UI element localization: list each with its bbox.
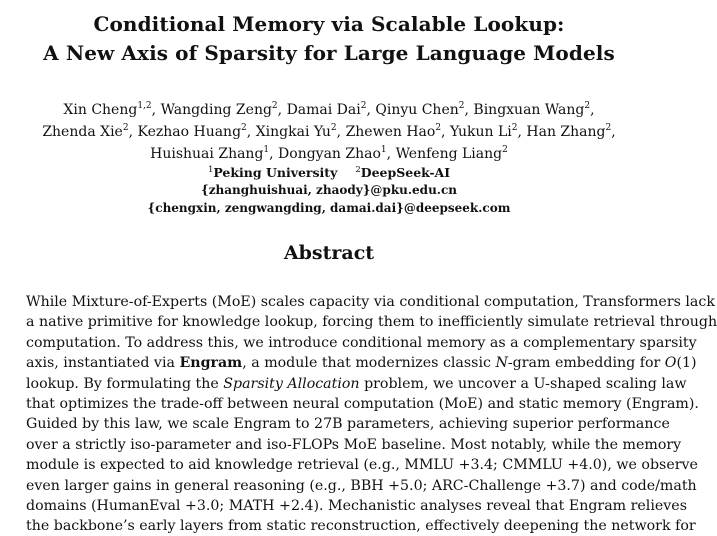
abstract-text: -gram embedding for <box>507 355 665 372</box>
author-list-row-1: Xin Cheng$^{1,2}$, Wangding Zeng$^2$, Damai Dai$^2$, Qinyu Chen$^2$, Bingxuan Wang$^2$, <box>63 101 595 118</box>
abstract-text: (1) <box>676 355 697 372</box>
abstract-text: module is expected to aid knowledge retrieval (e.g., MMLU +3.4; CMMLU +4.0), we observe <box>26 457 698 474</box>
abstract-line <box>26 496 687 516</box>
abstract-heading: Abstract <box>283 242 375 264</box>
author-affiliation-marker: 2 <box>271 101 278 111</box>
author-name: Qinyu Chen <box>375 102 459 118</box>
abstract-line <box>26 374 687 394</box>
abstract-italic-term: O <box>664 355 677 372</box>
author-affiliation-marker: 2 <box>511 123 518 133</box>
author-name: Huishuai Zhang <box>150 146 264 162</box>
author-affiliation-marker: 2 <box>458 101 465 111</box>
affiliation-marker: 2 <box>355 165 361 175</box>
email-deepseek: {chengxin, zengwangding, damai.dai}@deepseek.com <box>147 201 511 215</box>
author-affiliation-marker: 1 <box>380 145 387 155</box>
author-name: Xin Cheng <box>63 102 138 118</box>
abstract-bold-term: Engram <box>179 355 243 372</box>
author-affiliation-marker: 2 <box>330 123 337 133</box>
abstract-text: domains (HumanEval +3.0; MATH +2.4). Mechanistic analyses reveal that Engram relieves <box>26 498 687 514</box>
author-name: Kezhao Huang <box>137 124 242 140</box>
author-affiliation-marker: 2 <box>502 145 508 155</box>
author-affiliation-marker: 2 <box>360 101 367 111</box>
abstract-line <box>26 353 697 373</box>
abstract-text: Guided by this law, we scale Engram to 27B parameters, achieving superior performance <box>26 416 670 433</box>
author-name: Zhewen Hao <box>345 124 436 140</box>
author-list-row-3: Huishuai Zhang$^1$, Dongyan Zhao$^1$, Wenfeng Liang$^2$ <box>150 145 508 162</box>
author-name: Yukun Li <box>449 124 512 140</box>
author-list-row-2: Zhenda Xie$^2$, Kezhao Huang$^2$, Xingkai Yu$^2$, Zhewen Hao$^2$, Yukun Li$^2$, Han Zhang$^2$, <box>42 123 616 140</box>
author-name: Bingxuan Wang <box>473 102 585 118</box>
abstract-line <box>26 333 697 353</box>
author-name: Wangding Zeng <box>160 102 272 118</box>
author-affiliation-marker: 2 <box>605 123 612 133</box>
author-name: Wenfeng Liang <box>395 146 503 162</box>
author-affiliation-marker: 2 <box>122 123 129 133</box>
author-affiliation-marker: 2 <box>584 101 591 111</box>
affiliation-marker: 1 <box>207 165 214 175</box>
author-name: Dongyan Zhao <box>278 146 381 162</box>
email-pku: {zhanghuishuai, zhaody}@pku.edu.cn <box>200 183 457 197</box>
author-name: Zhenda Xie <box>42 124 123 140</box>
abstract-text: , a module that modernizes classic <box>242 355 496 372</box>
abstract-text: computation. To address this, we introduce conditional memory as a complementary sparsity <box>26 334 697 351</box>
abstract-text: While Mixture-of-Experts (MoE) scales capacity via conditional computation, Transformers lack <box>26 294 715 310</box>
abstract-line <box>26 435 682 455</box>
abstract-line <box>26 312 717 332</box>
abstract-text: the backbone’s early layers from static reconstruction, effectively deepening the network for <box>26 518 696 535</box>
abstract-line <box>26 394 699 414</box>
abstract-text: problem, we uncover a U-shaped scaling law <box>359 375 687 392</box>
abstract-text: over a strictly iso-parameter and iso-FLOPs MoE baseline. Most notably, while the memory <box>26 436 682 453</box>
author-affiliation-marker: 1,2 <box>137 101 152 111</box>
affiliation-name: Peking University <box>213 165 338 180</box>
author-affiliation-marker: 2 <box>435 123 442 133</box>
abstract-line <box>26 476 697 496</box>
abstract-line <box>26 455 698 475</box>
author-name: Han Zhang <box>526 124 606 140</box>
abstract-text: lookup. By formulating the <box>26 375 224 392</box>
author-name: Damai Dai <box>286 102 361 118</box>
author-name: Xingkai Yu <box>255 124 331 140</box>
paper-title-line-1: Conditional Memory via Scalable Lookup: <box>93 12 565 36</box>
affiliation-name: DeepSeek-AI <box>360 165 451 180</box>
abstract-line <box>26 516 696 536</box>
author-affiliation-marker: 1 <box>263 145 270 155</box>
abstract-text: axis, instantiated via <box>26 355 180 372</box>
abstract-text: that optimizes the trade-off between neural computation (MoE) and static memory (Engram). <box>26 396 699 412</box>
paper-title-line-2: A New Axis of Sparsity for Large Language Models <box>43 41 615 65</box>
abstract-italic-term: N <box>495 355 508 372</box>
author-affiliation-marker: 2 <box>241 123 247 133</box>
abstract-italic-term: Sparsity Allocation <box>223 375 360 392</box>
abstract-text: even larger gains in general reasoning (e.g., BBH +5.0; ARC-Challenge +3.7) and code/math <box>26 477 697 494</box>
abstract-line <box>26 414 670 434</box>
abstract-line <box>26 292 715 312</box>
abstract-text: a native primitive for knowledge lookup, forcing them to inefficiently simulate retrieval through <box>26 314 717 331</box>
affiliations <box>0 164 658 182</box>
